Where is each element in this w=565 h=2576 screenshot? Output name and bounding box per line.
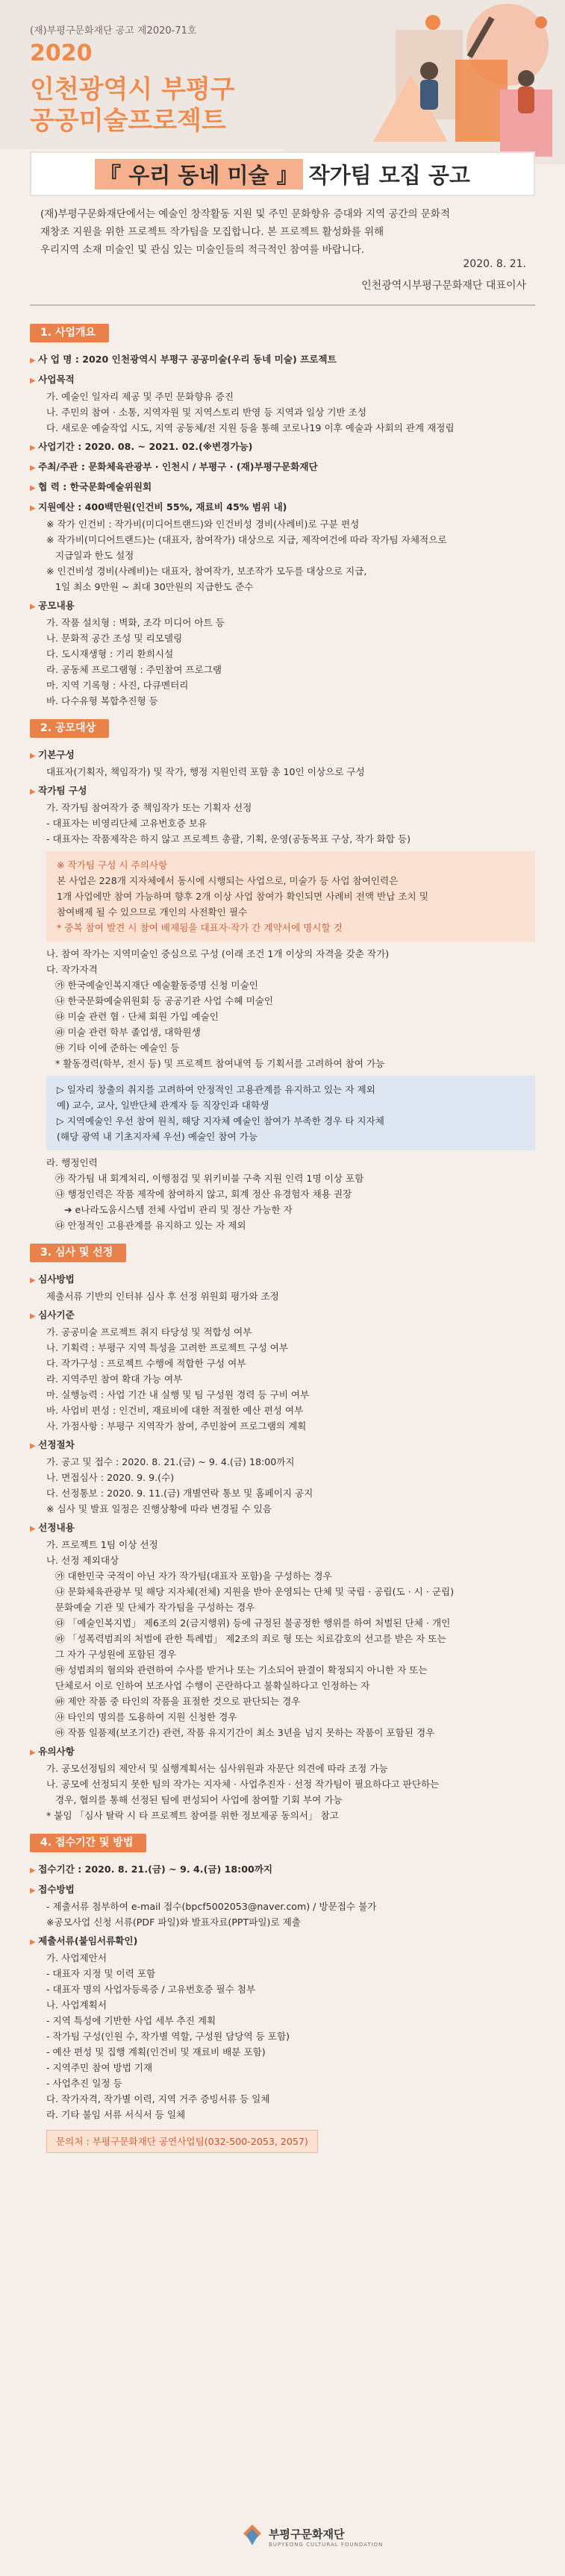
- notice-date: 2020. 8. 21.: [463, 258, 526, 270]
- section-4-heading: 4. 접수기간 및 방법: [30, 1834, 146, 1852]
- illus-dot-2: [535, 16, 547, 28]
- exclude-item: ㉳ 제안 작품 중 타인의 작품을 표절한 것으로 판단되는 경우: [55, 1696, 301, 1707]
- caution-line: 참여배제 될 수 있으므로 개인의 사전확인 필수: [57, 906, 248, 918]
- exclude-item: 단체로서 이로 인하여 보조사업 수행이 곤란하다고 불확실하다고 인정하는 자: [55, 1680, 370, 1691]
- budget-note: ※ 작가 인건비 : 작가비(미디어트랜드)와 인건비성 경비(사례비)로 구분 편성: [46, 518, 360, 530]
- admin-item: ㉮ 작가팀 내 회계처리, 이행점검 및 위키비블 구축 지원 인력 1명 이상 포함: [55, 1173, 364, 1184]
- qualification-item: ㉯ 한국문화예술위원회 등 공공기관 사업 수혜 미술인: [55, 995, 274, 1006]
- exclude-item: ㉲ 성범죄의 혐의와 관련하여 수사를 받거나 또는 기소되어 판결이 확정되지 아니한 자 또는: [55, 1664, 428, 1676]
- field-item: 라. 공동체 프로그램형 : 주민참여 프로그램: [46, 664, 222, 675]
- field-item: 바. 다수유형 복합추진형 등: [46, 695, 158, 706]
- method-heading: ▶ 심사방법: [30, 1271, 535, 1288]
- doc-item: 라. 기타 불임 서류 서식서 등 일체: [46, 2109, 186, 2120]
- purpose-heading: ▶ 사업목적: [30, 372, 535, 389]
- exclusion-line: 예) 교수, 교사, 일반단체 관계자 등 직장인과 대학생: [57, 1100, 269, 1111]
- header-title-line2: 공공미술프로젝트: [30, 106, 226, 136]
- doc-item: - 작가팀 구성(인원 수, 작가별 역할, 구성원 담당역 등 포함): [46, 2031, 290, 2042]
- submit-method-item: - 제출서류 첨부하여 e-mail 접수(bpcf5002053@naver.com) / 방문접수 불가: [46, 1901, 377, 1912]
- illus-person2-body: [518, 87, 534, 113]
- field-item: 가. 작품 설치형 : 벽화, 조각 미디어 아트 등: [46, 617, 225, 628]
- section-1-heading: 1. 사업개요: [30, 324, 109, 342]
- project-budget: ▶ 지원예산 : 400백만원(인건비 55%, 재료비 45% 범위 내): [30, 499, 535, 516]
- admin-item: ㉰ 안정적인 고용관계를 유지하고 있는 자 제외: [55, 1220, 246, 1231]
- method-text: 제출서류 기반의 인터뷰 심사 후 선정 위원회 평가와 조정: [46, 1291, 279, 1302]
- doc-item: - 지역 특성에 기반한 사업 세부 추진 계획: [46, 2015, 216, 2026]
- exclude-item: ㉯ 문화체육관광부 및 해당 지자체(전체) 지원을 받아 운영되는 단체 및 국립 · 공립(도 · 시 · 군립): [55, 1586, 455, 1597]
- project-period: ▶ 사업기간 : 2020. 08. ~ 2021. 02.(※변경가능): [30, 439, 535, 456]
- illus-panel-orange: [455, 60, 508, 142]
- criteria-item: 바. 사업비 편성 : 인건비, 재료비에 대한 적절한 예산 편성 여부: [46, 1405, 304, 1416]
- budget-note: 1일 최소 9만원 ~ 최대 30만원의 지급한도 준수: [55, 581, 254, 592]
- select-item: 가. 프로젝트 1팀 이상 선정: [46, 1539, 158, 1550]
- submit-period: ▶ 접수기간 : 2020. 8. 21.(금) ~ 9. 4.(금) 18:00까지: [30, 1861, 535, 1878]
- divider: [30, 304, 535, 306]
- team-item: 가. 작가팀 참여작가 중 책임작가 또는 기획자 선정: [46, 802, 252, 813]
- caution-item: 나. 공모에 선정되지 못한 팀의 작가는 지자체 · 사업추진자 · 선정 작가팀이 필요하다고 판단하는: [46, 1779, 440, 1790]
- poster-header: [0, 0, 565, 149]
- exclude-item: ㉱ 「성폭력범죄의 처벌에 관한 특례법」 제2조의 죄로 형 또는 치료감호의 선고를 받은 자 또는: [55, 1633, 446, 1644]
- admin-item: ➔ e나라도움시스템 전체 사업비 관리 및 정산 가능한 자: [64, 1204, 293, 1215]
- caution-item: 가. 공모선정팀의 제안서 및 실행계획서는 심사위원과 자문단 의견에 따라 조정 가능: [46, 1763, 388, 1774]
- section-2-heading: 2. 공모대상: [30, 719, 109, 738]
- submit-method-item: ※공모사업 신청 서류(PDF 파일)와 발표자료(PPT파일)로 제출: [46, 1917, 301, 1928]
- project-name: ▶ 사 업 명 : 2020 인천광역시 부평구 공공미술(우리 동네 미술) 프로젝트: [30, 351, 535, 369]
- footer: [0, 2501, 565, 2576]
- caution-asterisk: * 중복 참여 발견 시 참여 배제됨을 대표자·작가 간 계약서에 명시할 것: [57, 922, 343, 933]
- doc-item: - 사업추진 일정 등: [46, 2078, 122, 2089]
- criteria-item: 가. 공공미술 프로젝트 취지 타당성 및 적합성 여부: [46, 1326, 252, 1338]
- main-title: [30, 151, 535, 196]
- doc-item: - 대표자 명의 사업자등록증 / 고유번호증 필수 첨부: [46, 1984, 256, 1995]
- exclusion-box: [46, 1076, 535, 1150]
- section-3-heading: 3. 심사 및 선정: [30, 1244, 126, 1262]
- intro-line: 재창조 지원을 위한 프로젝트 작가팀을 모집합니다. 본 프로젝트 활성화를 위해: [40, 226, 384, 238]
- doc-item: 나. 사업계획서: [46, 1999, 107, 2011]
- criteria-heading: ▶ 심사기준: [30, 1307, 535, 1324]
- caution-box: [46, 851, 535, 941]
- basic-text: 대표자(기획자, 책임작가) 및 작가, 행정 지원인력 포함 총 10인 이상으로 구성: [46, 766, 365, 777]
- schedule-item: 다. 선정통보 : 2020. 9. 11.(금) 개별연락 통보 및 홈페이지 공지: [46, 1488, 313, 1499]
- qualification-item: * 활동경력(학부, 전시 등) 및 프로젝트 참여내역 등 기획서를 고려하여 참여 가능: [55, 1058, 385, 1069]
- team-item: - 대표자는 작품제작은 하지 않고 프로젝트 총괄, 기획, 운영(공동목표 구상, 작가 화합 등): [46, 833, 411, 844]
- team-item: 나. 참여 작가는 지역미술인 중심으로 구성 (이래 조건 1개 이상의 자격을 갖춘 작가): [46, 948, 390, 959]
- foundation-logo-icon: [240, 2523, 264, 2547]
- intro-line: 우리지역 소재 미술인 및 관심 있는 미술인들의 적극적인 참여를 바랍니다.: [40, 244, 365, 256]
- qualification-item: ㉮ 한국예술인복지재단 예술활동증명 신청 미술인: [55, 980, 258, 991]
- caution-item: 경우, 협의를 통해 선정된 팀에 편성되어 사업에 참여할 기회 부여 가능: [55, 1794, 343, 1805]
- header-illustration: [284, 0, 565, 164]
- exclude-item: 문화예술 기관 및 단체가 작가팀을 구성하는 경우: [55, 1602, 255, 1613]
- main-title-highlight: 『 우리 동네 미술 』: [95, 159, 302, 189]
- exclude-item: ㉵ 작품 일품제(보조기간) 관련, 작품 유지기간이 최소 3년을 넘지 못하는 작품이 포함된 경우: [55, 1727, 435, 1738]
- intro-text: [40, 205, 533, 259]
- caution-line: 1개 사업에만 참여 가능하며 향후 2개 이상 사업 참여가 확인되면 사례비 전액 반납 조치 및: [57, 891, 428, 902]
- project-coop: ▶ 협 력 : 한국문화예술위원회: [30, 479, 535, 496]
- doc-item: - 지역주민 참여 방법 기재: [46, 2062, 153, 2073]
- exclude-item: ㉰ 「예술인복지법」 제6조의 2(금지행위) 등에 규정된 불공정한 행위를 하여 처벌된 단체 · 개인: [55, 1617, 451, 1629]
- illus-dot-1: [425, 15, 440, 30]
- caution-item: * 붙임 「심사 탈락 시 타 프로젝트 참여를 위한 정보제공 동의서」 참고: [46, 1810, 339, 1821]
- notice-org: 인천광역시부평구문화재단 대표이사: [361, 280, 526, 292]
- qualification-item: ㉲ 기타 이에 준하는 예술인 등: [55, 1042, 180, 1053]
- main-title-rest: 작가팀 모집 공고: [308, 162, 470, 188]
- illus-person2-head: [518, 70, 534, 87]
- qualification-item: ㉰ 미술 관련 협 · 단체 회원 가입 예술인: [55, 1011, 219, 1022]
- doc-item: - 예산 편성 및 집행 계획(인건비 및 재료비 배분 포함): [46, 2046, 266, 2058]
- exclude-item: ㉴ 타인의 명의를 도용하여 지원 신청한 경우: [55, 1711, 237, 1723]
- illus-person-body: [420, 80, 438, 110]
- qualification-item: ㉱ 미술 관련 학부 졸업생, 대학원생: [55, 1027, 201, 1038]
- docs-heading: ▶ 제출서류(붙임서류확인): [30, 1933, 535, 1950]
- schedule-heading: ▶ 선정절차: [30, 1437, 535, 1454]
- basic-heading: ▶ 기본구성: [30, 747, 535, 764]
- caution-heading: ▶ 유의사항: [30, 1743, 535, 1761]
- submit-method-heading: ▶ 접수방법: [30, 1881, 535, 1899]
- notice-content: [30, 313, 535, 2153]
- purpose-item: 가. 예술인 일자리 제공 및 주민 문화향유 증진: [46, 391, 234, 402]
- doc-item: 다. 작가자격, 작가별 이력, 지역 거주 증빙서류 등 일체: [46, 2093, 270, 2105]
- exclude-item: ㉮ 대한민국 국적이 아닌 자가 작가팀(대표자 포함)을 구성하는 경우: [55, 1570, 332, 1582]
- budget-note: ※ 작가비(미디어트랜드)는 (대표자, 참여작가) 대상으로 지급, 제작여건에 따라 작가팀 자체적으로: [46, 534, 447, 545]
- select-heading: ▶ 선정내용: [30, 1520, 535, 1537]
- admin-item: ㉯ 행정인력은 작품 제작에 참여하지 않고, 회계 정산 유경험자 채용 권장: [55, 1188, 352, 1200]
- field-item: 나. 문화적 공간 조성 및 리모델링: [46, 633, 183, 644]
- doc-item: - 대표자 지정 및 이력 포함: [46, 1968, 156, 1979]
- select-item: 나. 선정 제외대상: [46, 1555, 119, 1566]
- header-year: 2020: [30, 40, 93, 66]
- exclusion-line: ▷ 지역예술인 우선 참여 원칙, 해당 지자체 예술인 참여가 부족한 경우 타 지자체: [57, 1115, 384, 1126]
- criteria-item: 라. 지역주민 참여 확대 가능 여부: [46, 1373, 183, 1385]
- contact-info: 문의처 : 부평구문화재단 공연사업팀(032-500-2053, 2057): [46, 2130, 318, 2153]
- criteria-item: 마. 실행능력 : 사업 기간 내 실행 및 팀 구성원 경력 등 구비 여부: [46, 1389, 310, 1400]
- admin-heading: 라. 행정인력: [46, 1157, 98, 1168]
- caution-line: 본 사업은 228개 지자체에서 동시에 시행되는 사업으로, 미술가 등 사업 참여인력은: [57, 875, 399, 886]
- team-item: - 대표자는 비영리단체 고유번호증 보유: [46, 818, 207, 829]
- exclusion-line: (해당 광역 내 기초지자체 우선) 예술인 참여 가능: [57, 1131, 257, 1142]
- illus-person-head: [420, 62, 438, 80]
- schedule-item: 가. 공고 및 접수 : 2020. 8. 21.(금) ~ 9. 4.(금) 18:00까지: [46, 1456, 295, 1467]
- budget-note: 지급일과 한도 설정: [55, 550, 134, 561]
- budget-note: ※ 인건비성 경비(사례비)는 대표자, 참여작가, 보조작가 모두를 대상으로 지급,: [46, 565, 367, 577]
- purpose-item: 나. 주민의 참여 · 소통, 지역자원 및 지역스토리 반영 등 지역과 일상 기반 조성: [46, 407, 367, 418]
- team-item: 다. 작가자격: [46, 964, 98, 975]
- field-item: 다. 도시재생형 : 기리 환희시설: [46, 648, 174, 659]
- foundation-name: 부평구문화재단: [269, 2528, 345, 2541]
- team-heading: ▶ 작가팀 구성: [30, 783, 535, 800]
- exclude-item: 그 자가 구성원에 포함된 경우: [55, 1649, 176, 1660]
- fields-heading: ▶ 공모내용: [30, 598, 535, 615]
- doc-item: 가. 사업제안서: [46, 1952, 107, 1964]
- foundation-name-en: BUPYEONG CULTURAL FOUNDATION: [269, 2542, 384, 2548]
- project-host: ▶ 주최/주관 : 문화체육관광부 · 인천시 / 부평구 · (재)부평구문화재단: [30, 459, 535, 476]
- field-item: 마. 지역 기록형 : 사진, 다큐멘터리: [46, 680, 189, 691]
- criteria-item: 사. 가점사항 : 부평구 지역작가 참여, 주민참여 프로그램의 계획: [46, 1420, 307, 1432]
- intro-line: (재)부평구문화재단에서는 예술인 창작활동 지원 및 주민 문화향유 증대와 지역 공간의 문화적: [40, 208, 451, 220]
- notice-number: (재)부평구문화재단 공고 제2020-71호: [30, 25, 197, 37]
- schedule-item: ※ 심사 및 발표 일정은 진행상황에 따라 변경될 수 있음: [46, 1503, 272, 1514]
- purpose-item: 다. 새로운 예술작업 시도, 지역 공동체/전 지원 등을 통해 코로나19 이후 예술과 사회의 관계 재정립: [46, 422, 455, 433]
- criteria-item: 나. 기획력 : 부평구 지역 특성을 고려한 프로젝트 구성 여부: [46, 1342, 289, 1353]
- exclusion-line: ▷ 일자리 창출의 취지를 고려하여 안정적인 고용관계를 유지하고 있는 자 제외: [57, 1084, 375, 1095]
- caution-title: ※ 작가팀 구성 시 주의사항: [57, 859, 168, 871]
- header-title-line1: 인천광역시 부평구: [30, 75, 235, 104]
- schedule-item: 나. 면접심사 : 2020. 9. 9.(수): [46, 1472, 175, 1483]
- criteria-item: 다. 작가구성 : 프로젝트 수행에 적합한 구성 여부: [46, 1358, 246, 1369]
